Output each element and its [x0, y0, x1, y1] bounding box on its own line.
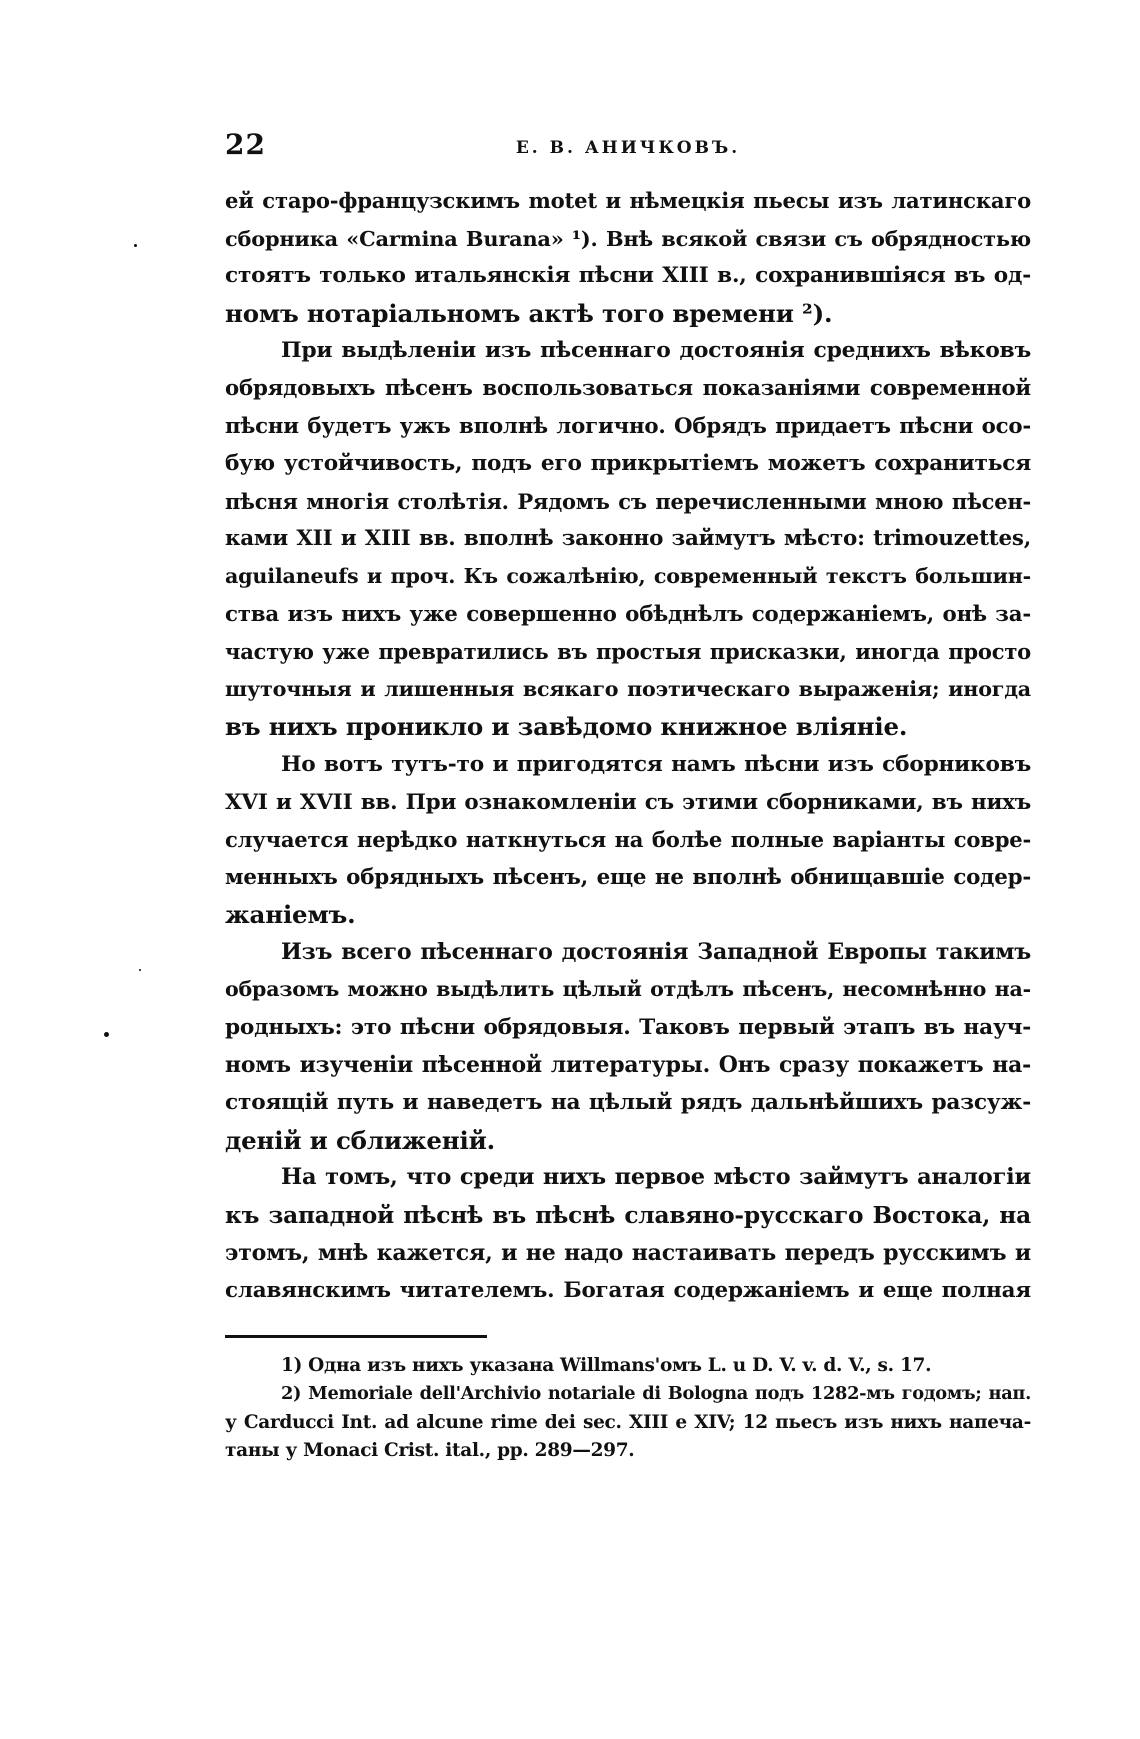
paragraph	[225, 1159, 1031, 1309]
text-line: aguilaneufs и проч. Къ сожалѣнію, современный текстъ большин-	[225, 563, 1031, 588]
text-line: частую уже превратились въ простыя присказки, иногда просто	[225, 639, 1031, 665]
text-line: менныхъ обрядныхъ пѣсенъ, еще не вполнѣ обнищавшіе содер-	[225, 864, 1031, 890]
text-line: этомъ, мнѣ кажется, и не надо настаивать передъ русскимъ и	[225, 1239, 1031, 1266]
text-line: въ нихъ проникло и завѣдомо книжное вліяніе.	[225, 712, 908, 742]
footnote-line: 2) Memoriale dell'Archivio notariale di Bologna подъ 1282-мъ годомъ; нап.	[281, 1383, 1031, 1405]
footnote-line: 1) Одна изъ нихъ указана Willmans'омъ L. u D. V. v. d. V., s. 17.	[281, 1354, 932, 1376]
page-number: 22	[225, 128, 266, 161]
text-line: деній и сближеній.	[225, 1125, 495, 1155]
footnote-line: у Carducci Int. ad alcune rime dei sec. XIII e XIV; 12 пьесъ изъ нихъ напеча-	[225, 1411, 1031, 1433]
text-line: При выдѣленіи изъ пѣсеннаго достоянія среднихъ вѣковъ	[281, 338, 1031, 364]
footnote-rule	[225, 1335, 487, 1338]
text-line: ей старо-французскимъ motet и нѣмецкія пьесы изъ латинскаго	[225, 188, 1031, 213]
text-line: пѣсня многія столѣтія. Рядомъ съ перечисленными мною пѣсен-	[225, 488, 1031, 514]
text-line: къ западной пѣснѣ въ пѣснѣ славяно-русскаго Востока, на	[225, 1202, 1031, 1230]
text-line: Но вотъ тутъ-то и пригодятся намъ пѣсни изъ сборниковъ	[281, 751, 1031, 777]
book-page	[225, 128, 1031, 1466]
text-line: номъ изученіи пѣсенной литературы. Онъ сразу покажетъ на-	[225, 1051, 1031, 1078]
text-line: бую устойчивость, подъ его прикрытіемъ можетъ сохраниться	[225, 451, 1031, 477]
page-header	[225, 128, 1031, 168]
body-text	[225, 182, 1031, 1310]
text-line: обрядовыхъ пѣсенъ воспользоваться показаніями современной	[225, 375, 1031, 401]
text-line: На томъ, что среди нихъ первое мѣсто займутъ аналогіи	[281, 1164, 1031, 1191]
text-line: родныхъ: это пѣсни обрядовыя. Таковъ первый этапъ въ науч-	[225, 1015, 1031, 1041]
paragraph	[225, 182, 1031, 332]
text-line: номъ нотаріальномъ актѣ того времени ²).	[225, 298, 833, 328]
text-line: ками XII и XIII вв. вполнѣ законно займутъ мѣсто: trimouzettes,	[225, 526, 1031, 552]
paragraph	[225, 332, 1031, 746]
footnotes	[225, 1352, 1031, 1466]
footnote	[225, 1352, 1031, 1381]
text-line: стоящій путь и наведетъ на цѣлый рядъ дальнѣйшихъ разсуж-	[225, 1090, 1031, 1116]
paragraph	[225, 746, 1031, 934]
text-line: стоятъ только итальянскія пѣсни XIII в., сохранившіяся въ од-	[225, 263, 1031, 289]
text-line: шуточныя и лишенныя всякаго поэтическаго выраженія; иногда	[225, 676, 1031, 701]
footnote	[225, 1380, 1031, 1466]
text-line: славянскимъ читателемъ. Богатая содержаніемъ и еще полная	[225, 1278, 1031, 1304]
print-speck	[134, 244, 137, 247]
text-line: случается нерѣдко наткнуться на болѣе полные варіанты совре-	[225, 827, 1031, 853]
text-line: сборника «Carmina Burana» ¹). Внѣ всякой связи съ обрядностью	[225, 225, 1031, 251]
text-line: жаніемъ.	[225, 900, 356, 930]
print-speck	[104, 1032, 109, 1037]
text-line: пѣсни будетъ ужъ вполнѣ логично. Обрядъ придаетъ пѣсни осо-	[225, 413, 1031, 439]
text-line: XVI и XVII вв. При ознакомленіи съ этими сборниками, въ нихъ	[225, 789, 1031, 815]
text-line: образомъ можно выдѣлить цѣлый отдѣлъ пѣсенъ, несомнѣнно на-	[225, 977, 1031, 1002]
text-line: ства изъ нихъ уже совершенно обѣднѣлъ содержаніемъ, онѣ за-	[225, 601, 1031, 627]
footnote-line: таны у Monaci Crist. ital., pp. 289—297.	[225, 1440, 635, 1462]
running-head: Е. В. АНИЧКОВЪ.	[515, 138, 741, 158]
paragraph	[225, 934, 1031, 1160]
text-line: Изъ всего пѣсеннаго достоянія Западной Европы такимъ	[281, 938, 1031, 965]
print-speck	[139, 969, 141, 971]
